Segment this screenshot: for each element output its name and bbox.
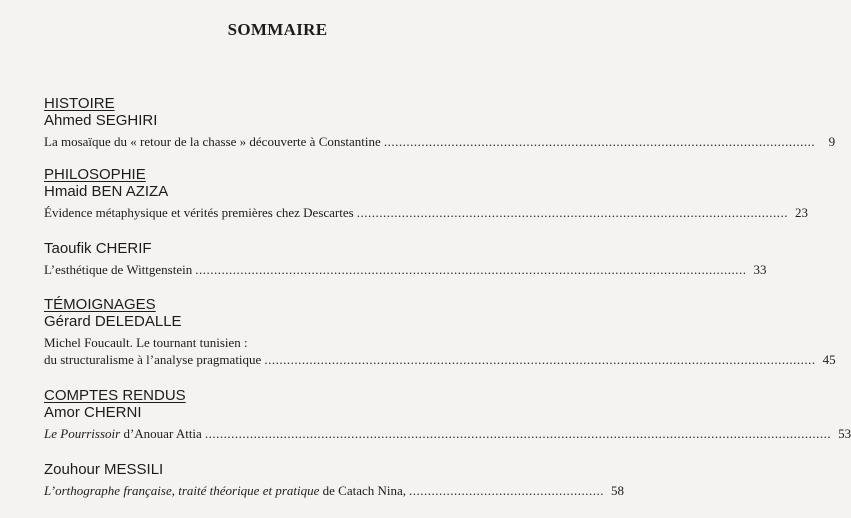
section-heading-philosophie: PHILOSOPHIE bbox=[44, 166, 146, 183]
toc-entry-wittgenstein[interactable] bbox=[44, 262, 767, 278]
entry-author: de Catach Nina, bbox=[319, 483, 407, 498]
author-messili: Zouhour MESSILI bbox=[44, 461, 164, 478]
dot-leader: ................................................................................................................... bbox=[383, 134, 816, 149]
section-heading-histoire: HISTOIRE bbox=[44, 95, 115, 112]
section-heading-comptes-rendus: COMPTES RENDUS bbox=[44, 387, 186, 404]
entry-title: Évidence métaphysique et vérités premières chez Descartes bbox=[44, 205, 354, 220]
dot-leader: ................................................................................................................................................... bbox=[195, 262, 747, 277]
entry-title: L’esthétique de Wittgenstein bbox=[44, 262, 193, 277]
entry-title: La mosaïque du « retour de la chasse » découverte à Constantine bbox=[44, 134, 381, 149]
entry-title-line1: Michel Foucault. Le tournant tunisien : bbox=[44, 335, 248, 350]
author-cherni: Amor CHERNI bbox=[44, 404, 142, 421]
page-number: 23 bbox=[794, 205, 808, 220]
dot-leader: ................................................................................................................... bbox=[356, 205, 788, 220]
entry-title bbox=[44, 483, 406, 499]
toc-entry-orthographe[interactable] bbox=[44, 483, 625, 499]
toc-entry-descartes[interactable] bbox=[44, 205, 808, 221]
entry-title-line2: du structuralisme à l’analyse pragmatique bbox=[44, 352, 262, 367]
dot-leader: ................................................................................................................................................... bbox=[264, 352, 816, 367]
toc-entry-pourrissoir[interactable] bbox=[44, 426, 851, 442]
entry-title bbox=[44, 426, 202, 442]
toc-entry-foucault[interactable] bbox=[44, 352, 836, 368]
author-deledalle: Gérard DELEDALLE bbox=[44, 313, 182, 330]
book-title: L’orthographe française, traité théorique et pratique bbox=[44, 483, 320, 498]
author-seghiri: Ahmed SEGHIRI bbox=[44, 112, 158, 129]
author-cherif: Taoufik CHERIF bbox=[44, 240, 152, 257]
page-number: 53 bbox=[838, 426, 851, 441]
dot-leader: .................................................... bbox=[409, 483, 605, 498]
book-title: Le Pourrissoir bbox=[44, 426, 121, 441]
entry-author: d’Anouar Attia bbox=[120, 426, 202, 441]
page-title: SOMMAIRE bbox=[227, 20, 328, 39]
page-number: 33 bbox=[753, 262, 767, 277]
author-ben-aziza: Hmaid BEN AZIZA bbox=[44, 183, 169, 200]
page-number: 9 bbox=[828, 134, 836, 149]
page-number: 58 bbox=[611, 483, 625, 498]
dot-leader: ....................................................................................................................................................................... bbox=[204, 426, 832, 441]
section-heading-temoignages: TÉMOIGNAGES bbox=[44, 296, 156, 313]
toc-entry-mosaique[interactable] bbox=[44, 134, 836, 150]
page-number: 45 bbox=[822, 352, 836, 367]
